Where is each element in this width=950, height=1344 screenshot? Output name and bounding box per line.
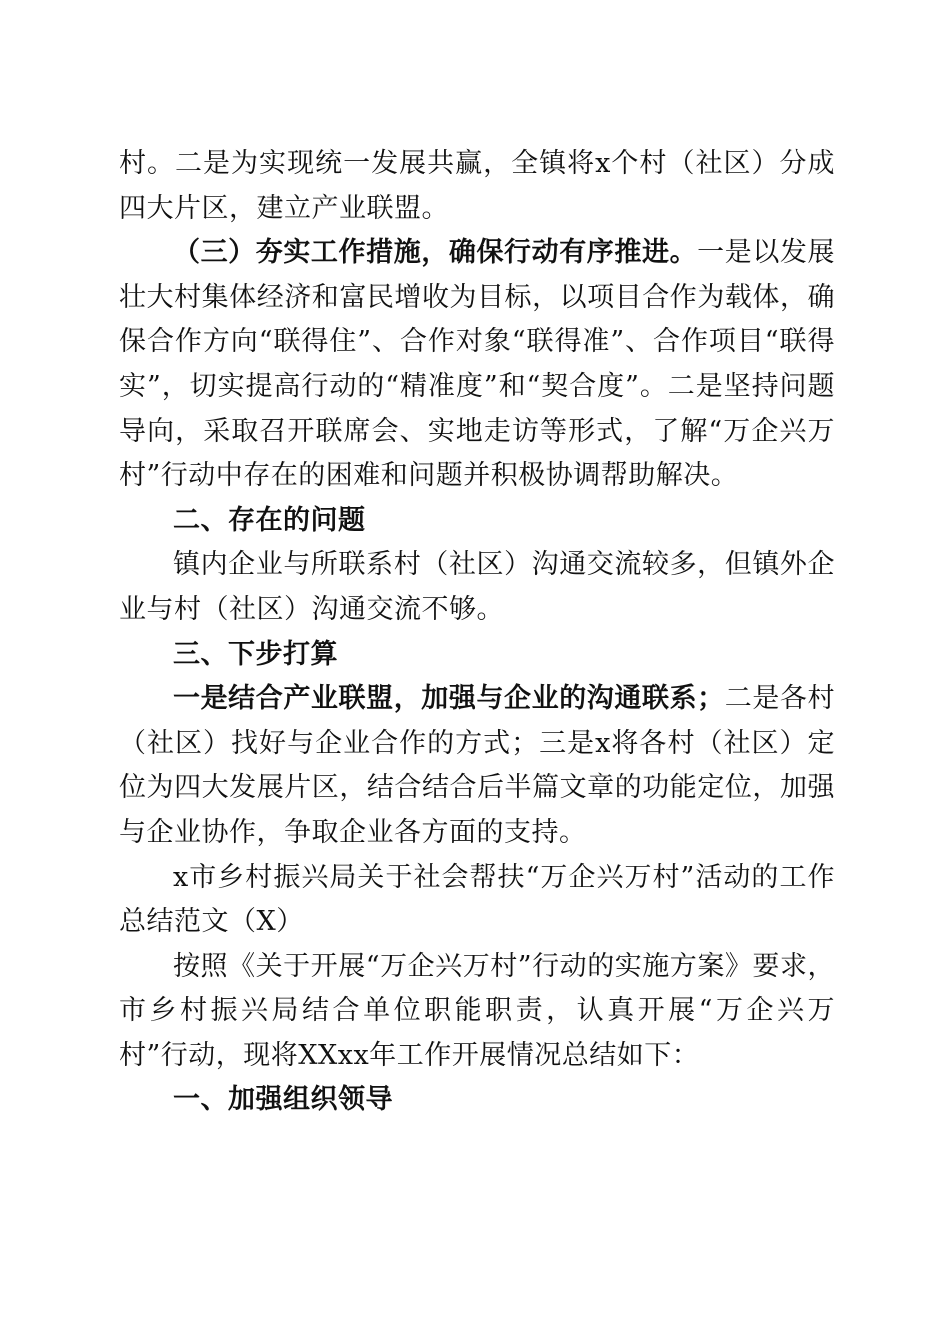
paragraph-measures	[119, 231, 835, 499]
next-steps-body: 二是各村（社区）找好与企业合作的方式；三是x将各村（社区）定位为四大发展片区，结合结合后半篇文章的功能定位，加强与企业协作，争取企业各方面的支持。	[119, 683, 836, 848]
paragraph-intro: 按照《关于开展“万企兴万村”行动的实施方案》要求，市乡村振兴局结合单位职能职责，认真开展“万企兴万村”行动，现将XXxx年工作开展情况总结如下：	[119, 950, 835, 1071]
heading-next-steps: 三、下步打算	[173, 638, 338, 670]
paragraph-continuation: 村。二是为实现统一发展共赢，全镇将x个村（社区）分成四大片区，建立产业联盟。	[119, 148, 835, 224]
paragraph-problems: 镇内企业与所联系村（社区）沟通交流较多，但镇外企业与村（社区）沟通交流不够。	[119, 549, 835, 625]
heading-problems: 二、存在的问题	[173, 504, 366, 536]
heading-organization: 一、加强组织领导	[173, 1084, 393, 1116]
document-page	[119, 142, 835, 1123]
next-steps-lead: 一是结合产业联盟，加强与企业的沟通联系；	[173, 683, 725, 715]
subheading-measures: （三）夯实工作措施，确保行动有序推进。	[173, 237, 698, 269]
paragraph-article-title: x市乡村振兴局关于社会帮扶“万企兴万村”活动的工作总结范文（X）	[119, 861, 835, 938]
paragraph-measures-body: 一是以发展壮大村集体经济和富民增收为目标，以项目合作为载体，确保合作方向“联得住”、合作对象“联得准”、合作项目“联得实”，切实提高行动的“精准度”和“契合度”。二是坚持问题导向，采取召开联席会、实地走访等形式，了解“万企兴万村”行动中存在的困难和问题并积极协调帮助解决。	[119, 237, 836, 492]
paragraph-next-steps	[119, 677, 835, 855]
